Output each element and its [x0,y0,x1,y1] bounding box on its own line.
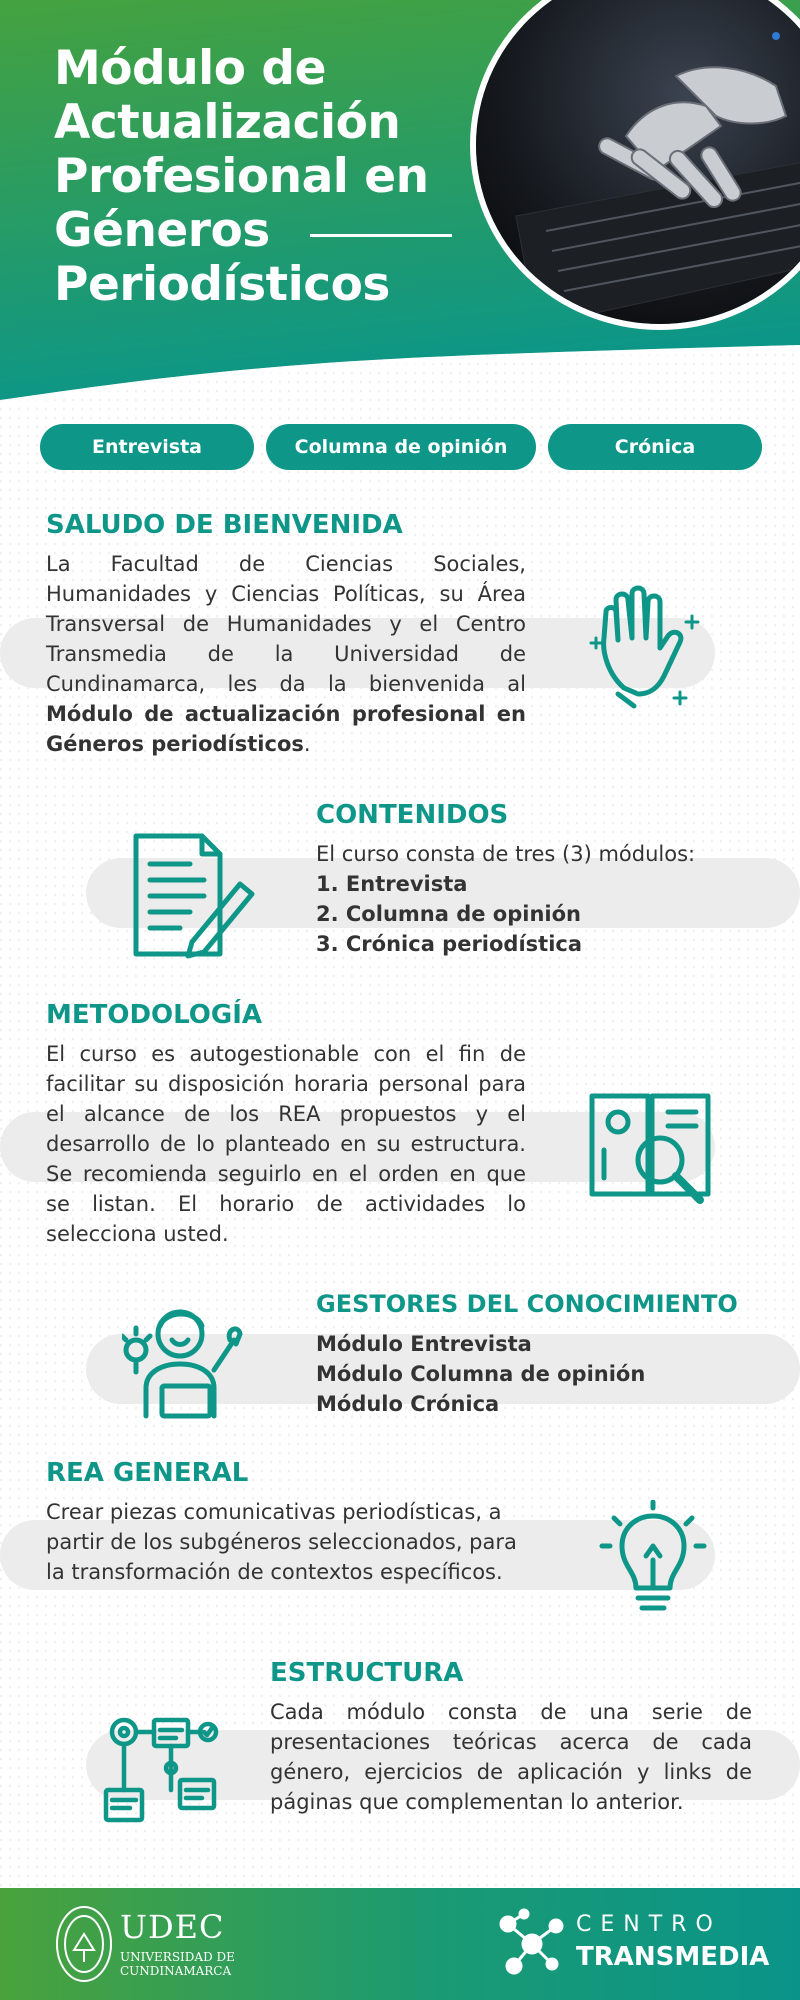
centro-transmedia-logo-top: CENTRO [576,1912,722,1937]
list-item: 1. Entrevista [316,872,468,896]
document-pencil-icon [130,830,255,960]
structure-heading: ESTRUCTURA [270,1658,464,1688]
person-laptop-icon [122,1300,246,1424]
contents-heading: CONTENIDOS [316,800,509,830]
waving-hand-icon [588,582,708,712]
module-tabs [40,424,762,470]
list-item: 2. Columna de opinión [316,902,581,926]
workflow-icon [102,1710,224,1826]
title-divider [310,234,452,237]
methodology-text: El curso es autogestionable con el fin de facilitar su disposición horaria personal para el alcance de los REA propuestos y el desarrollo de lo planteado en su estructura. Se recomienda seguirlo en el orden en que se listan. El horario de actividades lo selecciona usted. [46,1042,526,1246]
welcome-text-bold: Módulo de actualización profesional en Géneros periodísticos [46,702,526,756]
list-item: Módulo Columna de opinión [316,1362,646,1386]
book-magnifier-icon [588,1088,716,1212]
title-line: Actualización [54,95,401,150]
contents-text [316,839,756,959]
udec-logo-subtitle: UNIVERSIDAD DE CUNDINAMARCA [120,1950,235,1978]
managers-list [316,1329,756,1419]
welcome-text-intro: La Facultad de Ciencias Sociales, Humanidades y Ciencias Políticas, su Área Transversal de Humanidades y el Centro Transmedia de la Universidad de Cundinamarca, les da la bienvenida al [46,552,526,696]
title-line: Periodísticos [54,257,390,312]
list-item: Módulo Entrevista [316,1332,532,1356]
welcome-heading: SALUDO DE BIENVENIDA [46,510,403,540]
tab-cronica[interactable]: Crónica [548,424,762,470]
udec-seal-icon [54,1904,114,1984]
title-line: Géneros [54,203,270,258]
title-line: Profesional en [54,149,429,204]
centro-transmedia-logo-bottom: TRANSMEDIA [576,1942,770,1972]
tab-entrevista[interactable]: Entrevista [40,424,254,470]
lightbulb-icon [598,1500,708,1618]
list-item: 3. Crónica periodística [316,932,583,956]
contents-intro: El curso consta de tres (3) módulos: [316,842,696,866]
title-line: Módulo de [54,41,326,96]
managers-heading: GESTORES DEL CONOCIMIENTO [316,1290,738,1318]
tab-columna-de-opinion[interactable]: Columna de opinión [266,424,536,470]
welcome-text-end: . [303,732,311,756]
header [0,0,800,420]
methodology-heading: METODOLOGÍA [46,1000,263,1030]
footer [0,1888,800,2000]
rea-text: Crear piezas comunicativas periodísticas, a partir de los subgéneros seleccionados, para la transformación de contextos específicos. [46,1500,517,1584]
list-item: Módulo Crónica [316,1392,500,1416]
udec-logo-name: UDEC [120,1908,225,1946]
rea-heading: REA GENERAL [46,1458,249,1488]
network-nodes-icon [494,1906,570,1982]
welcome-text [46,549,526,759]
page-title [54,42,474,312]
structure-text: Cada módulo consta de una serie de presentaciones teóricas acerca de cada género, ejercicios de aplicación y links de páginas que complementan lo anterior. [270,1700,752,1814]
